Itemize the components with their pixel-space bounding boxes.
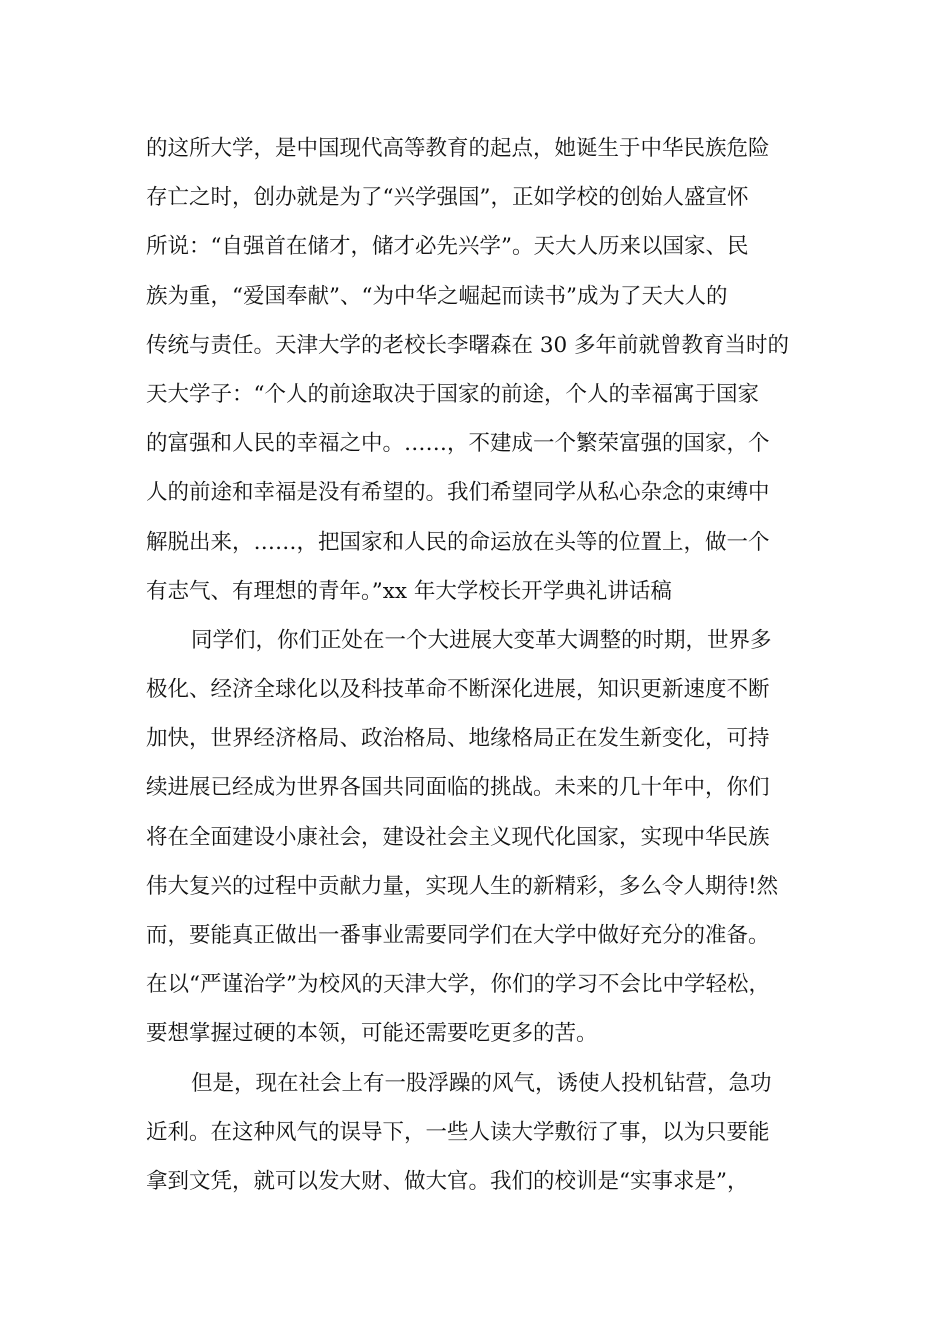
text-line: 有志气、有理想的青年。”xx 年大学校长开学典礼讲话稿 [146, 578, 672, 604]
text-line: 解脱出来，……，把国家和人民的命运放在头等的位置上，做一个 [146, 529, 770, 555]
text-line: 续进展已经成为世界各国共同面临的挑战。未来的几十年中，你们 [146, 775, 770, 801]
text-line: 要想掌握过硬的本领，可能还需要吃更多的苦。 [146, 1021, 598, 1047]
text-line: 拿到文凭，就可以发大财、做大官。我们的校训是“实事求是”， [146, 1168, 749, 1194]
text-line: 天大学子：“个人的前途取决于国家的前途，个人的幸福寓于国家 [146, 381, 759, 407]
text-line: 加快，世界经济格局、政治格局、地缘格局正在发生新变化，可持 [146, 726, 770, 752]
paragraph-3 [146, 1059, 816, 1207]
text-line: 人的前途和幸福是没有希望的。我们希望同学从私心杂念的束缚中 [146, 480, 770, 506]
text-line: 伟大复兴的过程中贡献力量，实现人生的新精彩，多么令人期待!然 [146, 873, 779, 899]
text-line: 而，要能真正做出一番事业需要同学们在大学中做好充分的准备。 [146, 923, 770, 948]
text-line: 将在全面建设小康社会，建设社会主义现代化国家，实现中华民族 [146, 824, 770, 850]
text-line: 所说：“自强首在储才，储才必先兴学”。天大人历来以国家、民 [146, 234, 749, 260]
text-line: 传统与责任。天津大学的老校长李曙森在 30 多年前就曾教育当时的 [146, 332, 790, 358]
text-line: 的富强和人民的幸福之中。……，不建成一个繁荣富强的国家，个 [146, 431, 770, 457]
text-line: 的这所大学，是中国现代高等教育的起点，她诞生于中华民族危险 [146, 136, 770, 161]
paragraph-2 [146, 616, 816, 1059]
text-line: 近利。在这种风气的误导下，一些人读大学敷衍了事，以为只要能 [146, 1119, 770, 1145]
text-line: 同学们，你们正处在一个大进展大变革大调整的时期，世界多 [191, 627, 772, 653]
text-line: 族为重，“爱国奉献”、“为中华之崛起而读书”成为了天大人的 [146, 283, 728, 309]
text-line: 但是，现在社会上有一股浮躁的风气，诱使人投机钻营，急功 [191, 1070, 772, 1096]
text-line: 存亡之时，创办就是为了“兴学强国”，正如学校的创始人盛宣怀 [146, 185, 749, 211]
paragraph-1 [146, 124, 816, 616]
text-line: 在以“严谨治学”为校风的天津大学，你们的学习不会比中学轻松， [146, 972, 770, 998]
text-line: 极化、经济全球化以及科技革命不断深化进展，知识更新速度不断 [146, 677, 770, 703]
body-text [146, 124, 816, 1206]
